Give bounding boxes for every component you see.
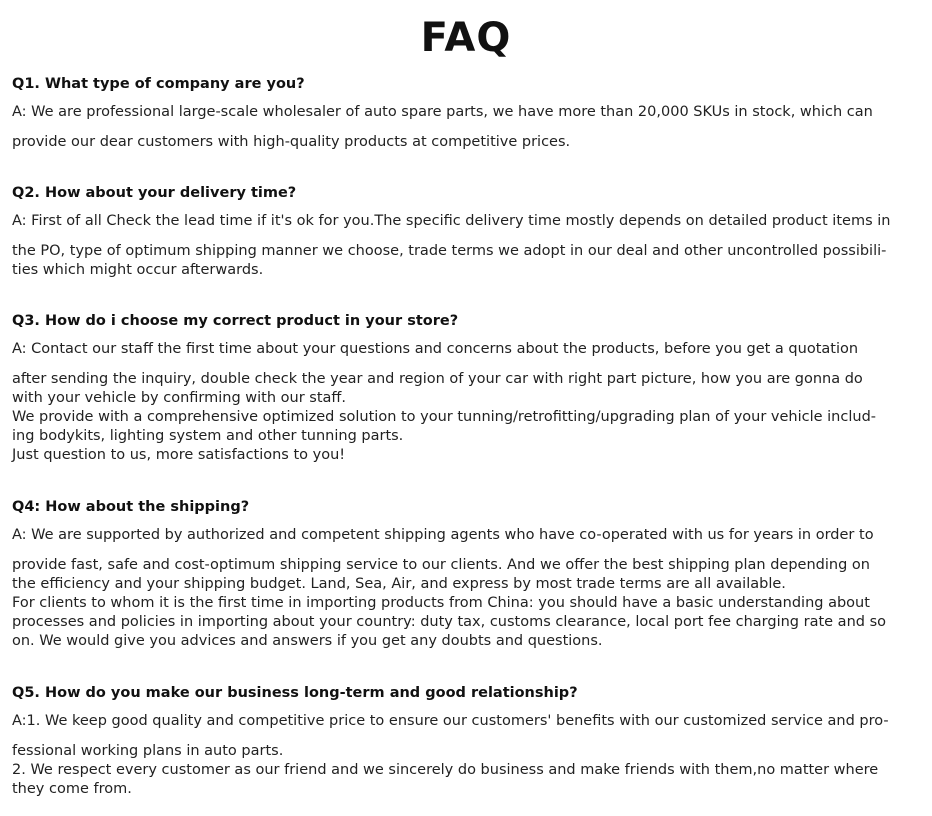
answer-line: the efficiency and your shipping budget. Land, Sea, Air, and express by most trade terms are all available. bbox=[12, 576, 786, 592]
answer-line: provide fast, safe and cost-optimum shipping service to our clients. And we offer the best shipping plan depending on bbox=[12, 557, 870, 573]
answer-line: on. We would give you advices and answers if you get any doubts and questions. bbox=[12, 633, 603, 649]
answer-line: Just question to us, more satisfactions to you! bbox=[12, 447, 346, 463]
answer-line: A:1. We keep good quality and competitive price to ensure our customers' benefits with our customized service and pro- bbox=[12, 713, 889, 729]
answer-line: A: Contact our staff the first time about your questions and concerns about the products, before you get a quotation bbox=[12, 341, 859, 357]
answer-line: A: First of all Check the lead time if it's ok for you.The specific delivery time mostly depends on detailed product items in bbox=[12, 213, 891, 229]
faq-item-5 bbox=[12, 683, 922, 799]
answer-line: ing bodykits, lighting system and other tunning parts. bbox=[12, 428, 404, 444]
page-title: FAQ bbox=[420, 15, 512, 61]
faq-item-3 bbox=[12, 311, 922, 465]
faq-answer bbox=[12, 712, 922, 799]
faq-answer bbox=[12, 340, 922, 465]
faq-question: Q5. How do you make our business long-term and good relationship? bbox=[12, 685, 578, 701]
faq-answer bbox=[12, 212, 922, 280]
answer-line: they come from. bbox=[12, 781, 132, 797]
answer-line: provide our dear customers with high-quality products at competitive prices. bbox=[12, 134, 571, 150]
faq-question: Q2. How about your delivery time? bbox=[12, 185, 297, 201]
faq-question: Q1. What type of company are you? bbox=[12, 76, 305, 92]
answer-line: processes and policies in importing about your country: duty tax, customs clearance, local port fee charging rate and so bbox=[12, 614, 887, 630]
faq-item-2 bbox=[12, 183, 922, 280]
answer-line: after sending the inquiry, double check the year and region of your car with right part picture, how you are gonna do bbox=[12, 371, 863, 387]
faq-answer bbox=[12, 526, 922, 651]
answer-line: ties which might occur afterwards. bbox=[12, 262, 264, 278]
answer-line: A: We are supported by authorized and competent shipping agents who have co-operated with us for years in order to bbox=[12, 527, 874, 543]
answer-line: 2. We respect every customer as our friend and we sincerely do business and make friends with them,no matter where bbox=[12, 762, 879, 778]
faq-item-4 bbox=[12, 497, 922, 651]
answer-line: the PO, type of optimum shipping manner we choose, trade terms we adopt in our deal and other uncontrolled possibili- bbox=[12, 243, 887, 259]
answer-line: with your vehicle by confirming with our staff. bbox=[12, 390, 346, 406]
faq-answer bbox=[12, 103, 922, 152]
answer-line: We provide with a comprehensive optimized solution to your tunning/retrofitting/upgrading plan of your vehicle includ- bbox=[12, 409, 877, 425]
faq-question: Q3. How do i choose my correct product in your store? bbox=[12, 313, 459, 329]
answer-line: A: We are professional large-scale wholesaler of auto spare parts, we have more than 20,000 SKUs in stock, which can bbox=[12, 104, 873, 120]
faq-item-1 bbox=[12, 74, 922, 152]
answer-line: For clients to whom it is the first time in importing products from China: you should have a basic understanding about bbox=[12, 595, 870, 611]
answer-line: fessional working plans in auto parts. bbox=[12, 743, 284, 759]
faq-question: Q4: How about the shipping? bbox=[12, 499, 250, 515]
